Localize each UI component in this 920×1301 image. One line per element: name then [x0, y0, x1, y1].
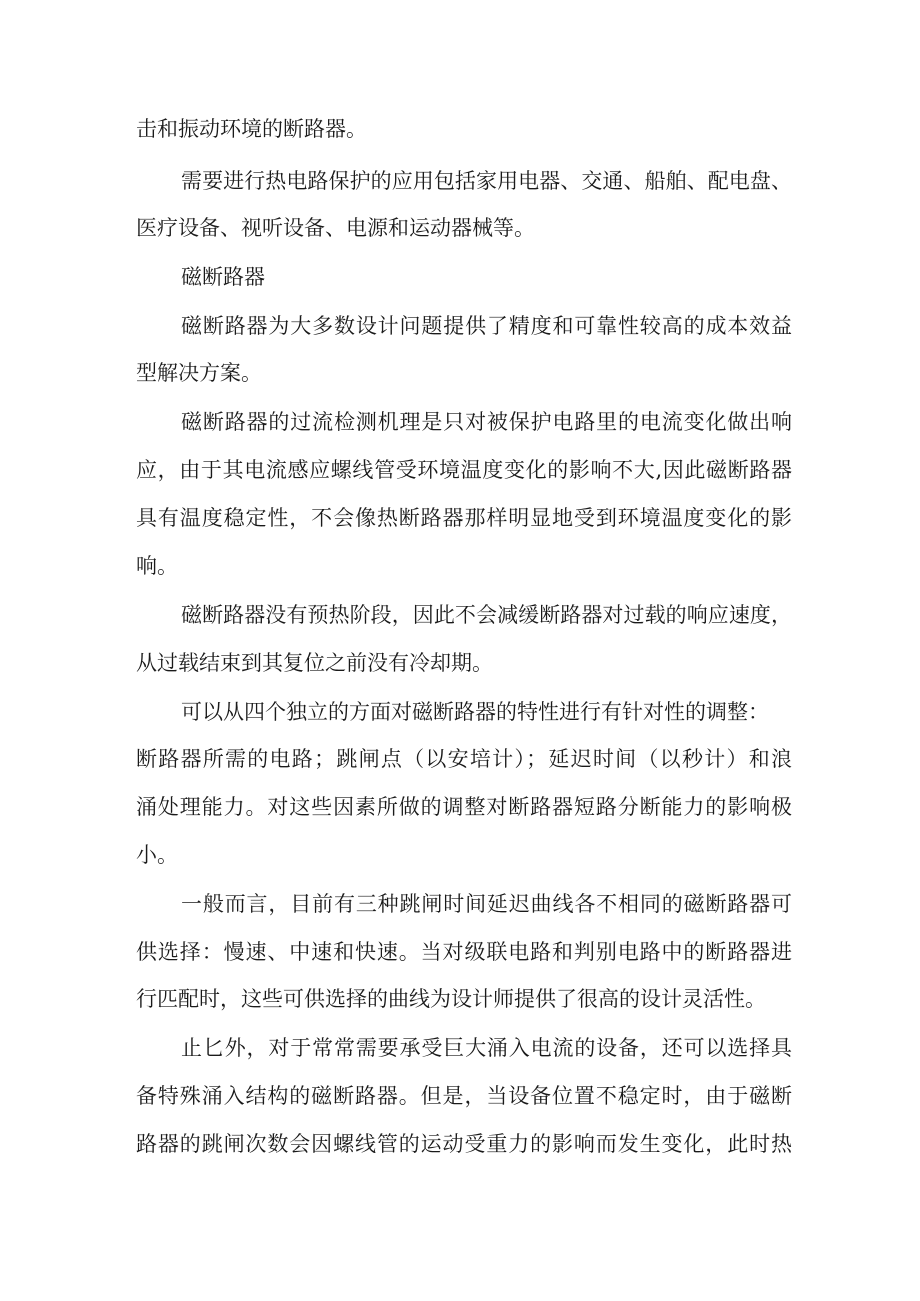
text-line: 行匹配时，这些可供选择的曲线为设计师提供了很高的设计灵活性。 — [136, 987, 766, 1011]
text-line: 涌处理能力。对这些因素所做的调整对断路器短路分断能力的影响极 — [136, 795, 792, 819]
text-line: 断路器所需的电路；跳闸点（以安培计）；延迟时间（以秒计）和浪 — [136, 747, 792, 771]
text-line: 响。 — [136, 554, 178, 578]
text-line: 型解决方案。 — [136, 361, 262, 385]
section-heading: 磁断路器 — [181, 265, 265, 289]
text-line: 需要进行热电路保护的应用包括家用电器、交通、船舶、配电盘、 — [181, 169, 792, 193]
text-line: 磁断路器没有预热阶段，因此不会减缓断路器对过载的响应速度， — [181, 603, 792, 627]
text-line: 可以从四个独立的方面对磁断路器的特性进行有针对性的调整： — [181, 700, 769, 724]
text-line: 磁断路器为大多数设计问题提供了精度和可靠性较高的成本效益 — [181, 314, 792, 338]
text-line: 从过载结束到其复位之前没有冷却期。 — [136, 651, 493, 675]
text-line: 应，由于其电流感应螺线管受环境温度变化的影响不大,因此磁断路器 — [136, 458, 792, 482]
text-line: 备特殊涌入结构的磁断路器。但是，当设备位置不稳定时，由于磁断 — [136, 1084, 792, 1108]
text-line: 小。 — [136, 843, 178, 867]
text-line: 医疗设备、视听设备、电源和运动器械等。 — [136, 216, 535, 240]
text-line: 止匕外，对于常常需要承受巨大涌入电流的设备，还可以选择具 — [181, 1036, 792, 1060]
text-line: 路器的跳闸次数会因螺线管的运动受重力的影响而发生变化，此时热 — [136, 1132, 792, 1156]
text-line: 具有温度稳定性，不会像热断路器那样明显地受到环境温度变化的影 — [136, 506, 792, 530]
text-line: 击和振动环境的断路器。 — [136, 117, 367, 141]
text-line: 磁断路器的过流检测机理是只对被保护电路里的电流变化做出响 — [181, 410, 792, 434]
text-line: 供选择：慢速、中速和快速。当对级联电路和判别电路中的断路器进 — [136, 940, 792, 964]
text-line: 一般而言，目前有三种跳闸时间延迟曲线各不相同的磁断路器可 — [181, 892, 792, 916]
